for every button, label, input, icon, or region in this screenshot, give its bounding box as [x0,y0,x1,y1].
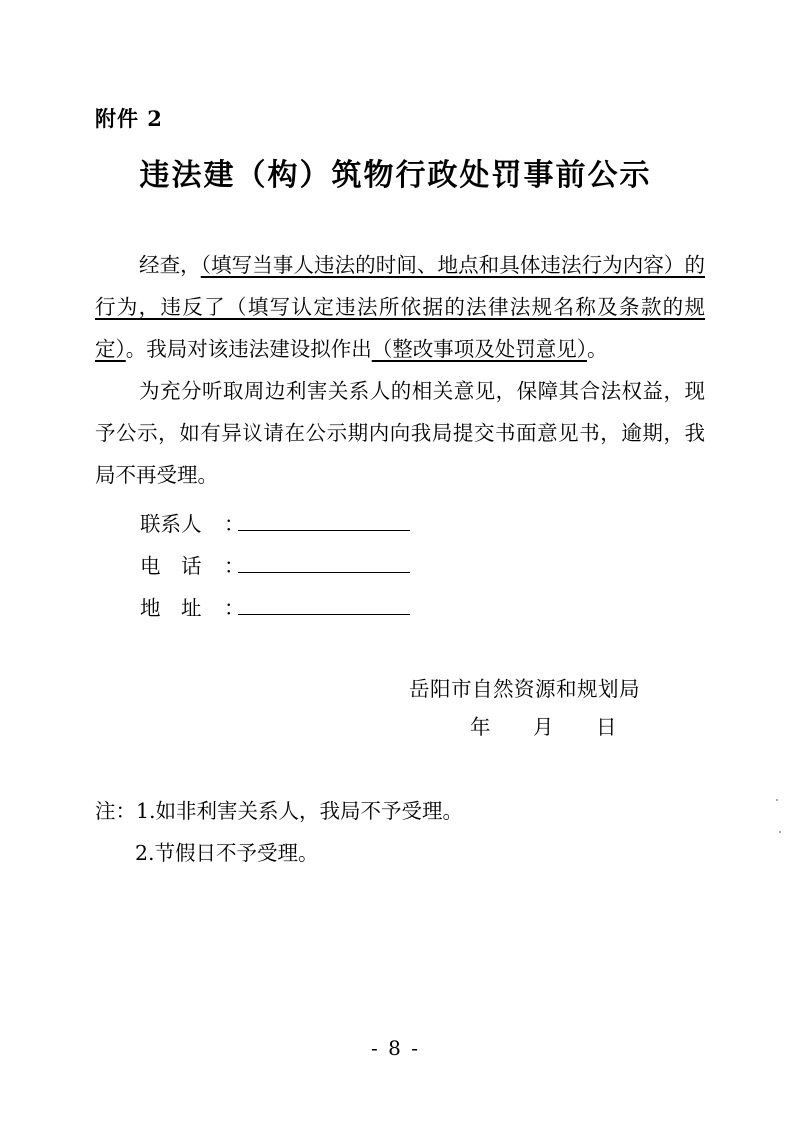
page-number: - 8 - [371,1036,420,1060]
paragraph-1 [95,244,705,370]
document-body [95,244,705,496]
note-1: 1.如非利害关系人，我局不予受理。 [136,799,464,823]
issuing-authority: 岳阳市自然资源和规划局 [409,677,640,701]
scan-speck [776,799,778,801]
phone-label: 电 话 [140,554,202,578]
phone-colon: ： [224,554,245,578]
contact-fields [140,503,410,629]
address-colon: ： [224,596,245,620]
paragraph-1-text-1: 的行为，违反了 [95,253,705,319]
paragraph-1-blank-3: （整改事项及处罚意见） [371,337,587,361]
phone-input[interactable] [238,552,410,573]
note-2: 2.节假日不予受理。 [135,841,319,865]
paragraph-1-text-2: 。我局对该违法建设拟作出 [125,337,372,361]
paragraph-2-text: 为充分听取周边利害关系人的相关意见，保障其合法权益，现予公示，如有异议请在公示期内向我局提交书面意见书，逾期，我局不再受理。 [95,379,705,487]
paragraph-2 [95,370,705,496]
field-row-contact-person [140,503,410,545]
paragraph-1-blank-2: （填写认定违法所依据的法律法规名称及条款的规定） [95,295,705,361]
notes-prefix: 注： [95,799,136,823]
field-row-address [140,587,410,629]
contact-person-colon: ： [224,512,245,536]
contact-person-input[interactable] [238,510,410,531]
address-label: 地 址 [140,596,202,620]
page-title: 违法建（构）筑物行政处罚事前公示 [139,158,652,193]
scan-speck [779,831,781,833]
note-line-1 [95,790,463,832]
paragraph-1-lead: 经查， [139,253,201,277]
paragraph-1-text-3: 。 [587,337,608,361]
paragraph-1-blank-1: （填写当事人违法的时间、地点和具体违法行为内容） [200,253,685,277]
field-row-phone [140,545,410,587]
attachment-label: 附件 2 [95,106,163,131]
contact-person-label: 联系人 [140,512,202,536]
date-line: 年 月 日 [470,715,617,739]
address-input[interactable] [238,594,410,615]
notes-block [95,790,463,874]
